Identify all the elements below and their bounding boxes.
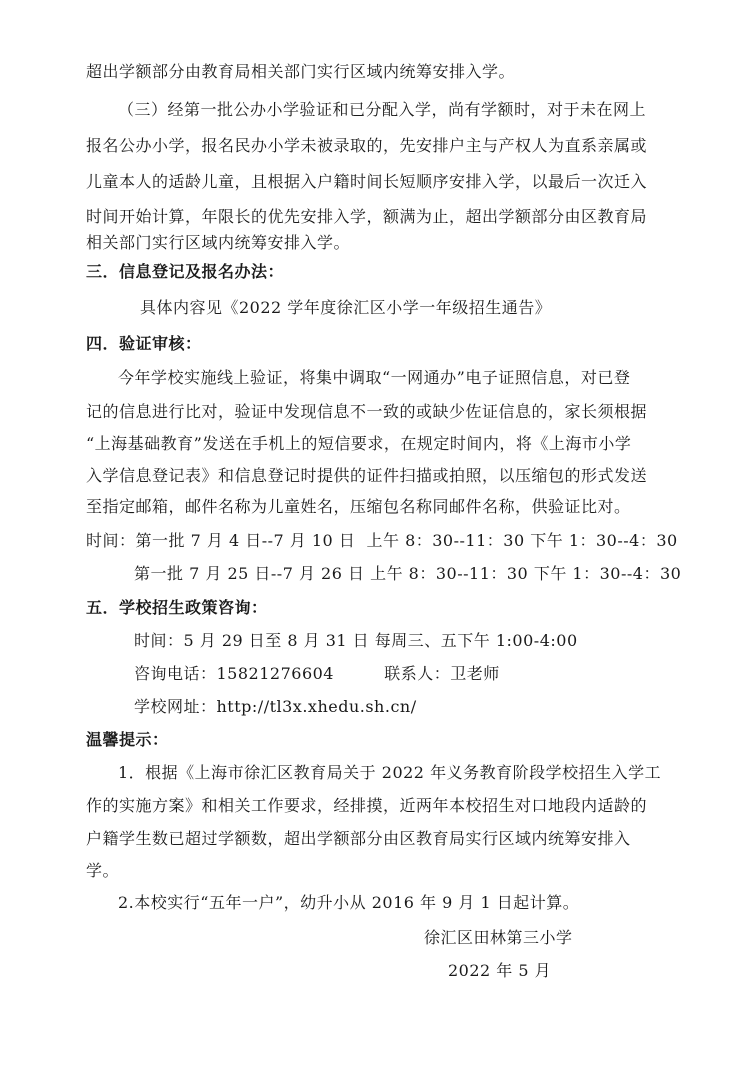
consult-phone: 咨询电话：15821276604 联系人：卫老师: [134, 664, 500, 683]
section-four-line: 至指定邮箱，邮件名称为儿童姓名，压缩包名称同邮件名称，供验证比对。: [86, 497, 631, 516]
tips-item-2: 2.本校实行“五年一户”，幼升小从 2016 年 9 月 1 日起计算。: [118, 893, 580, 912]
section-five-heading: 五．学校招生政策咨询：: [86, 598, 268, 617]
paragraph-three-line: 相关部门实行区域内统筹安排入学。: [86, 233, 351, 252]
section-four-heading: 四．验证审核：: [86, 334, 202, 353]
paragraph-three-line: 报名公办小学，报名民办小学未被录取的，先安排户主与产权人为直系亲属或: [86, 136, 648, 155]
section-three-heading: 三．信息登记及报名办法：: [86, 262, 285, 281]
tips-item-line: 户籍学生数已超过学额数，超出学额部分由区教育局实行区域内统筹安排入: [86, 829, 631, 848]
paragraph-three-line: （三）经第一批公办小学验证和已分配入学，尚有学额时，对于未在网上: [118, 100, 647, 119]
paragraph-three-line: 时间开始计算，年限长的优先安排入学，额满为止，超出学额部分由区教育局: [86, 207, 648, 226]
school-website: 学校网址：http://tl3x.xhedu.sh.cn/: [134, 697, 417, 716]
section-four-line: 记的信息进行比对，验证中发现信息不一致的或缺少佐证信息的，家长须根据: [86, 402, 648, 421]
tips-item-line: 作的实施方案》和相关工作要求，经排摸，近两年本校招生对口地段内适龄的: [86, 796, 648, 815]
verification-time-line: 第一批 7 月 25 日--7 月 26 日 上午 8：30--11：30 下午 1：30--4：30: [134, 564, 682, 583]
section-four-line: 今年学校实施线上验证，将集中调取“一网通办”电子证照信息，对已登: [118, 368, 631, 387]
paragraph-three-line: 儿童本人的适龄儿童，且根据入户籍时间长短顺序安排入学，以最后一次迁入: [86, 172, 648, 191]
signature-date: 2022 年 5 月: [448, 961, 552, 980]
consult-time: 时间：5 月 29 日至 8 月 31 日 每周三、五下午 1:00-4:00: [134, 631, 578, 650]
verification-time-line: 时间：第一批 7 月 4 日--7 月 10 日 上午 8：30--11：30 下午 1：30--4：30: [86, 531, 678, 550]
paragraph-prev-line: 超出学额部分由教育局相关部门实行区域内统筹安排入学。: [86, 62, 516, 81]
tips-item-line: 学。: [86, 861, 120, 880]
section-four-line: “上海基础教育”发送在手机上的短信要求，在规定时间内，将《上海市小学: [86, 434, 632, 453]
section-four-line: 入学信息登记表》和信息登记时提供的证件扫描或拍照，以压缩包的形式发送: [86, 466, 648, 485]
tips-heading: 温馨提示：: [86, 730, 169, 749]
tips-item-line: 1．根据《上海市徐汇区教育局关于 2022 年义务教育阶段学校招生入学工: [118, 763, 662, 782]
signature-school: 徐汇区田林第三小学: [424, 928, 573, 947]
section-three-content: 具体内容见《2022 学年度徐汇区小学一年级招生通告》: [140, 298, 552, 317]
